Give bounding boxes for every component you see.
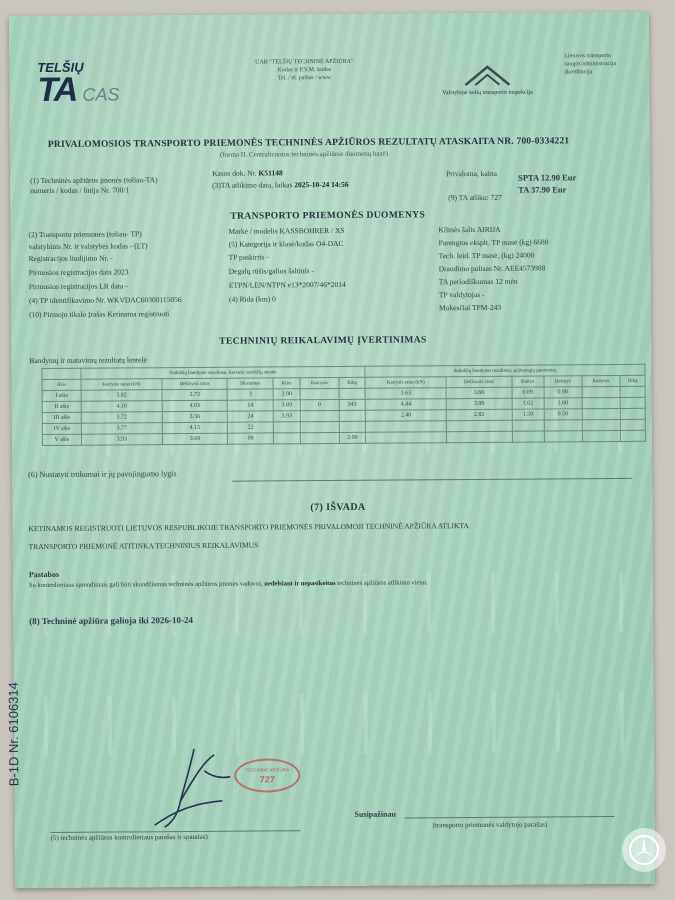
table-cell: 3.93	[81, 434, 162, 446]
table-header: Kairysis	[300, 377, 339, 388]
table-group-left: Stabdžių bandymo rezultatai, kuriami stabdžių stende	[81, 366, 365, 379]
table-cell: I ašis	[42, 390, 81, 401]
table-cell: 24	[227, 411, 273, 422]
table-cell: 1.60	[544, 398, 582, 409]
price-spta: SPTA 12.90 Eur	[518, 172, 577, 183]
header-far-line: akreditacija	[564, 69, 593, 76]
vehicle-mid-4: Degalų rūšis/galios šaltinis -	[228, 266, 314, 276]
vehicle-right-7: Mokesčiai TPM-243	[438, 302, 502, 313]
table-cell	[366, 421, 447, 433]
price-ta: TA 37.90 Eur	[518, 184, 567, 195]
table-cell	[621, 419, 646, 430]
header-accreditation	[564, 52, 634, 76]
table-cell: 0.50	[544, 409, 582, 420]
table-cell	[366, 432, 447, 444]
ta-performed-by: (9) TA atliko: 727	[448, 192, 502, 203]
table-cell	[582, 408, 621, 419]
cash-doc	[212, 168, 283, 177]
notes-text-a: Su kontrolieriaus sprendimais gali būti skundžiamas techninės apžiūros įmonės vadovui,	[28, 580, 263, 590]
tech-table-caption: Bandymų ir matavimų rezultatų lentelė	[29, 355, 147, 366]
defects-label: (6) Nustatyti trūkumai ir jų pavojingumo lygis	[28, 469, 177, 480]
owner-sign-caption: (transporto priemonės valdytojo parašas)	[432, 820, 548, 830]
cash-doc-value: K51148	[258, 168, 283, 178]
table-cell	[621, 430, 646, 441]
table-cell: II ašis	[42, 401, 81, 412]
vehicle-left-6: (4) TP identifikavimo Nr. WKVDAC60300115056	[28, 295, 182, 306]
table-cell: 4.10	[81, 401, 162, 413]
header-line: Tel. / el. paštas / www	[277, 74, 332, 82]
vehicle-left-7: (10) Pirmojo tikslo Įrašas Ketinama registruoti	[29, 309, 170, 320]
table-cell	[447, 431, 512, 442]
table-cell	[300, 410, 339, 421]
inspector-sign-caption: (5) techninės apžiūros kontrolieriaus parašas ir spaudas)	[50, 832, 208, 842]
ta-date-label: (3)TA atlikimo data, laikas	[212, 180, 293, 190]
table-cell	[582, 430, 621, 441]
table-cell: 4.15	[162, 422, 227, 433]
table-header: Kairysis ratas (kN)	[365, 377, 446, 389]
table-group-empty	[42, 368, 81, 379]
table-cell: 3.69	[162, 433, 227, 444]
vehicle-right-3: Tech. leid. TP masė, (kg) 24000	[438, 250, 535, 261]
cash-doc-label: Kasos dok. Nr.	[212, 168, 257, 178]
table-cell: 14	[227, 400, 273, 411]
table-cell: 3.89	[273, 400, 300, 411]
vehicle-mid-3: TP paskirtis -	[228, 252, 269, 262]
validity-date: 2026-10-24	[150, 614, 193, 626]
stamp-ring-text: TECHNINĖ APŽIŪRA	[245, 767, 289, 773]
vehicle-right-6: TP valdytojas -	[438, 289, 485, 300]
watermark-wave	[14, 692, 654, 756]
form-serial-number: B-1D Nr. 6106314	[5, 682, 22, 787]
table-cell	[339, 388, 366, 399]
table-cell: 3.77	[81, 423, 162, 435]
table-cell: 1.50	[512, 409, 544, 420]
ta-company-label: (1) Techninės apžiūros įmonės (toliau-TA)	[30, 175, 158, 186]
header-line: Kodas ir P.V.M. kodas	[277, 66, 332, 74]
conclusion-line-1: KETINAMOS REGISTRUOTI LIETUVOS RESPUBLIKOJE TRANSPORTO PRIEMONĖS PRIVALOMOJI TECHNINĖ APŽIŪRA ATLIKTA	[28, 521, 469, 534]
table-header: Dešinysis ratas	[162, 378, 227, 389]
table-cell: 3.99	[446, 398, 511, 409]
report-subtitle: (forma II. Centralizuotos techninės apžiūros duomenų bazė)	[219, 149, 389, 159]
table-cell	[273, 422, 300, 433]
conclusion-line-2: TRANSPORTO PRIEMONĖ ATITINKA TECHNINIUS REIKALAVIMUS	[28, 540, 259, 552]
inspector-stamp	[234, 758, 300, 792]
acquainted-label: Susipažinau	[354, 809, 396, 819]
table-group-right: Stabdžių bandymo rezultatai, grįžtamųjų parametrų	[365, 364, 645, 377]
header-far-line: Lietuvos transporto	[564, 53, 612, 60]
table-cell: 3.56	[162, 411, 227, 422]
table-cell: 4.44	[365, 399, 446, 411]
table-cell: 0	[300, 399, 339, 410]
ta-company-number: numeris / kodas / linija Nr. 700/1	[30, 185, 130, 196]
company-logo	[37, 59, 167, 114]
table-cell: 3.63	[365, 388, 446, 400]
table-cell: 4.03	[162, 400, 227, 411]
mercedes-star-icon	[622, 828, 666, 872]
tech-section-title: TECHNINIŲ REIKALAVIMŲ ĮVERTINIMAS	[219, 335, 427, 347]
table-header: Ašis	[42, 379, 81, 390]
table-cell: 3.60	[446, 387, 511, 398]
table-header: Kūrs	[273, 378, 300, 389]
header-company-info	[219, 58, 389, 83]
table-header: Kairysis	[582, 375, 621, 386]
table-cell: III ašis	[42, 412, 81, 423]
logo-suffix: CAS	[82, 84, 120, 105]
table-cell: 343	[339, 399, 366, 410]
table-cell: 3.93	[273, 411, 300, 422]
inspection-emblem	[442, 59, 533, 99]
price-label: Privaloma, kaina	[446, 168, 497, 179]
vehicle-section-title: TRANSPORTO PRIEMONĖS DUOMENYS	[230, 210, 426, 222]
ta-date-value: 2025-10-24 14:56	[294, 179, 349, 190]
vehicle-left-2: valstybinis Nr. ir valstybės kodas - (LT)	[28, 241, 148, 252]
table-cell: 3.72	[162, 389, 227, 400]
vehicle-right-2: Parengtos eksplt. TP masė (kg) 6680	[438, 237, 549, 248]
table-header: Kairysis ratas (kN)	[81, 379, 162, 391]
vehicle-right-5: TA periodiškumas 12 mėn	[438, 276, 518, 287]
table-cell	[582, 386, 621, 397]
table-cell	[544, 431, 582, 442]
notes-text-b: nedelsiant ir nepasikeitus	[264, 579, 336, 588]
header-far-line: saugos administracija	[564, 61, 617, 68]
vehicle-left-1: (2) Transporto priemonės (toliau- TP)	[28, 229, 142, 240]
owner-sign-line	[405, 816, 615, 818]
vehicle-left-4: Pirmosios registracijos data 2023	[28, 267, 129, 278]
ta-date	[212, 180, 349, 190]
table-cell: IV ašis	[42, 423, 81, 434]
notes-text-c: techninės apžiūros atlikimo vietai.	[337, 579, 428, 587]
vehicle-right-4: Draudimo polisas Nr. AEE4573988	[438, 263, 546, 274]
table-cell	[339, 410, 366, 421]
header-line: UAB "TELŠIŲ TECHNINĖ APŽIŪRA"	[255, 58, 354, 66]
watermark-badge	[622, 828, 666, 872]
validity	[29, 615, 193, 626]
table-cell: 2.82	[446, 409, 511, 420]
defects-line	[232, 478, 632, 482]
vehicle-mid-6: (4) Rida (km) 0	[228, 294, 276, 304]
table-cell: 98	[228, 433, 274, 444]
table-cell: V ašis	[42, 434, 81, 445]
table-cell	[621, 408, 646, 419]
table-cell	[300, 432, 339, 443]
table-cell	[512, 420, 544, 431]
table-cell: 0.89	[512, 387, 544, 398]
notes-label: Pastabos	[28, 569, 60, 580]
logo-ta	[37, 70, 167, 110]
table-cell: 0.90	[544, 387, 582, 398]
table-cell: 3.72	[81, 412, 162, 424]
logo-brand-top: TELŠIŲ	[37, 59, 84, 76]
table-cell: 2.40	[365, 410, 446, 422]
table-cell: 1.62	[512, 398, 544, 409]
table-cell	[339, 421, 366, 432]
table-cell	[544, 420, 582, 431]
table-cell	[300, 421, 339, 432]
table-cell: 3	[227, 389, 273, 400]
table-header: Dešinys	[544, 376, 582, 387]
emblem-org: Valstybinė kelių transporto inspekcija	[442, 89, 533, 97]
stamp-number: 727	[259, 774, 275, 785]
vehicle-left-3: Registracijos liudijimo Nr. -	[28, 253, 113, 264]
table-header: Dešinysis ratas	[446, 376, 511, 387]
vehicle-left-5: Pirmosios registracijos LR data -	[28, 281, 128, 292]
table-cell	[447, 420, 512, 431]
table-cell	[582, 419, 621, 430]
table-header: Ribą	[620, 375, 645, 386]
table-cell	[274, 433, 301, 444]
table-cell: 22	[228, 422, 274, 433]
table-cell	[620, 397, 645, 408]
inspector-signature	[134, 741, 245, 832]
vehicle-mid-2: (5) Kategorija ir klasė/kodas O4-DAC	[228, 238, 344, 249]
table-cell: 2.00	[339, 432, 366, 443]
brake-test-table	[41, 364, 646, 446]
table-header: Kairys	[512, 376, 544, 387]
conclusion-title: (7) IŠVADA	[310, 501, 366, 514]
table-header: Ribą	[339, 377, 366, 388]
vehicle-mid-5: ETPN/LEN/NTPN e13*2007/46*2014	[228, 279, 346, 290]
table-cell: 3.82	[81, 390, 162, 402]
table-cell: 3.90	[273, 389, 300, 400]
document-sheet	[5, 12, 655, 888]
validity-label: (8) Techninė apžiūra galioja iki	[29, 615, 149, 627]
vehicle-right-1: Kilmės šalis AIRIJA	[438, 224, 501, 235]
logo-ta-letters: TA	[37, 70, 76, 110]
table-header: Skirtumas	[227, 378, 273, 389]
report-title: PRIVALOMOSIOS TRANSPORTO PRIEMONĖS TECHNINĖS APŽIŪROS REZULTATŲ ATASKAITA NR. 700-0334221	[47, 136, 570, 150]
vehicle-mid-1: Markė / modelis KASSBOHRER / XS	[228, 225, 345, 236]
table-cell	[582, 397, 621, 408]
table-cell	[620, 386, 645, 397]
table-cell	[300, 388, 339, 399]
table-cell	[512, 431, 544, 442]
